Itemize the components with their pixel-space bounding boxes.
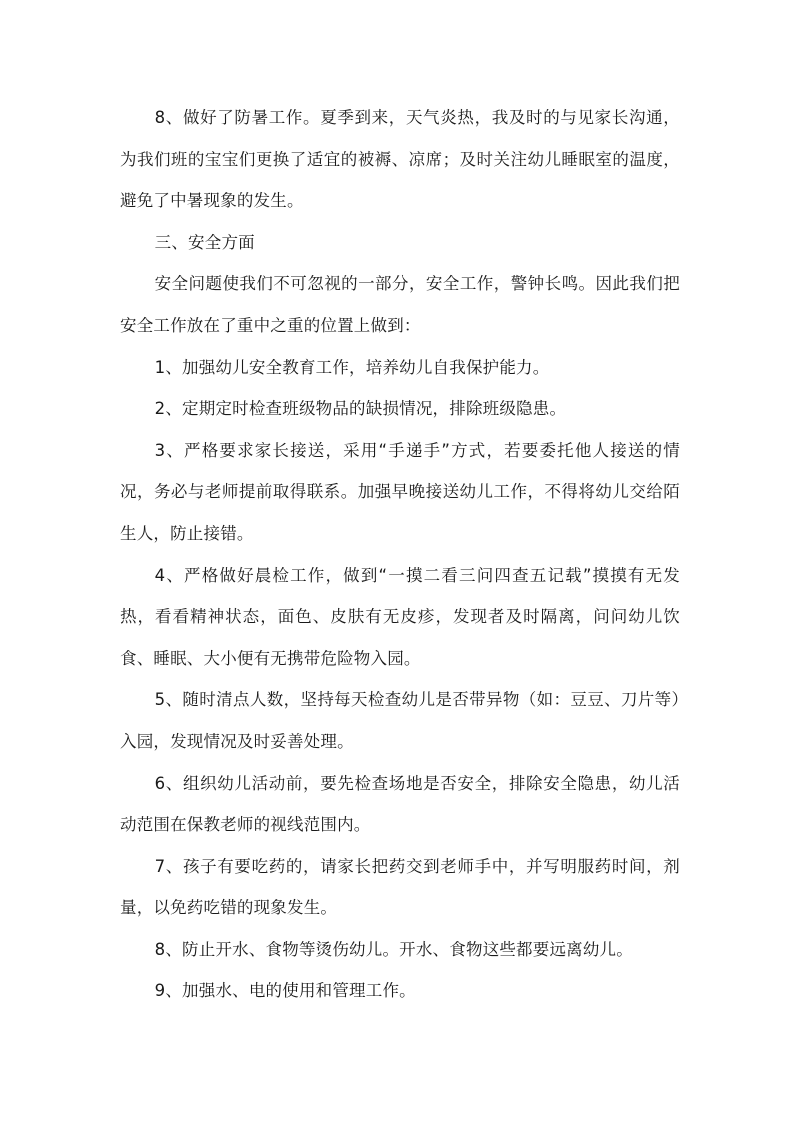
paragraph-safety-item-7: 7、孩子有要吃药的，请家长把药交到老师手中，并写明服药时间，剂量，以免药吃错的现象发生。 (120, 856, 680, 918)
paragraph-safety-item-4: 4、严格做好晨检工作，做到“一摸二看三问四查五记载”摸摸有无发热，看看精神状态，面色、皮肤有无皮疹，发现者及时隔离，问问幼儿饮食、睡眠、大小便有无携带危险物入园。 (120, 565, 680, 668)
paragraph-safety-item-1: 1、加强幼儿安全教育工作，培养幼儿自我保护能力。 (154, 357, 550, 377)
paragraph-safety-item-9: 9、加强水、电的使用和管理工作。 (154, 981, 416, 1001)
paragraph-safety-intro: 安全问题使我们不可忽视的一部分，安全工作，警钟长鸣。因此我们把安全工作放在了重中之重的位置上做到： (120, 274, 680, 335)
document-body (120, 97, 680, 1012)
paragraph-safety-item-5: 5、随时清点人数，坚持每天检查幼儿是否带异物（如：豆豆、刀片等）入园，发现情况及时妥善处理。 (120, 690, 680, 751)
paragraph-safety-item-3: 3、严格要求家长接送，采用“手递手”方式，若要委托他人接送的情况，务必与老师提前取得联系。加强早晚接送幼儿工作，不得将幼儿交给陌生人，防止接错。 (120, 440, 680, 543)
section-heading-safety: 三、安全方面 (154, 232, 255, 252)
paragraph-heatstroke-prevention: 8、做好了防暑工作。夏季到来，天气炎热，我及时的与见家长沟通，为我们班的宝宝们更换了适宜的被褥、凉席；及时关注幼儿睡眠室的温度，避免了中暑现象的发生。 (120, 108, 680, 211)
paragraph-safety-item-2: 2、定期定时检查班级物品的缺损情况，排除班级隐患。 (154, 399, 567, 419)
paragraph-safety-item-6: 6、组织幼儿活动前，要先检查场地是否安全，排除安全隐患，幼儿活动范围在保教老师的视线范围内。 (120, 773, 680, 835)
paragraph-safety-item-8: 8、防止开水、食物等烫伤幼儿。开水、食物这些都要远离幼儿。 (154, 939, 633, 959)
